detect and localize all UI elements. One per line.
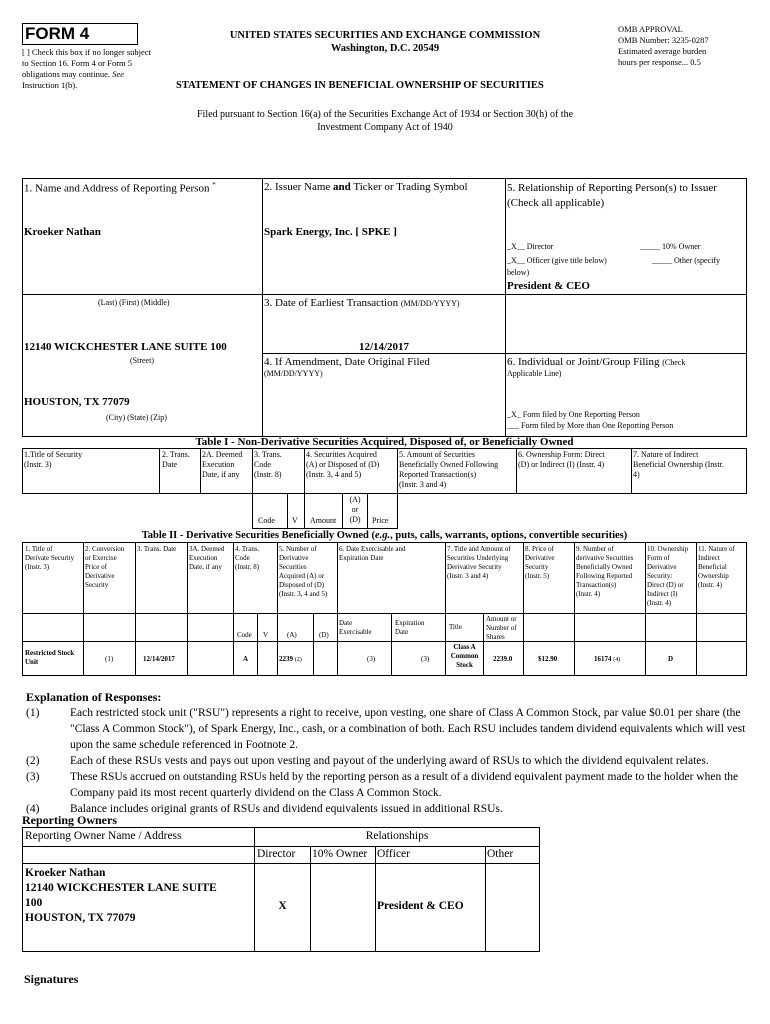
grid-divider xyxy=(375,846,376,951)
t2-row-und-amount: 2239.0 xyxy=(493,655,513,663)
explanation-heading: Explanation of Responses: xyxy=(26,690,162,704)
t2-row-conv: (1) xyxy=(105,655,114,663)
t2-s-exp: Expiration Date xyxy=(395,619,425,636)
t1-col2: 2. Trans. Date xyxy=(162,450,190,469)
box4-label: 4. If Amendment, Date Original Filed (MM/DD/YYYY) xyxy=(264,356,430,378)
omb-approval: OMB APPROVAL OMB Number: 3235-0287 Estimated average burden hours per response... 0.5 xyxy=(618,24,709,67)
city-caption: (City) (State) (Zip) xyxy=(106,413,167,422)
t2-s-v: V xyxy=(263,631,269,639)
owner-director-mark: X xyxy=(278,900,287,912)
explanation-number: (2) xyxy=(26,755,40,767)
owners-col-other: Other xyxy=(487,848,514,860)
t1-sub-amount: Amount xyxy=(310,516,337,525)
t2-row-date: 12/14/2017 xyxy=(143,655,175,663)
grid-divider xyxy=(252,448,253,529)
t2-h9: 9. Number of derivative Securities Beneficially Owned Following Reported Transaction(s) (Instr. 4) xyxy=(576,545,634,598)
t2-row-price: $12.90 xyxy=(538,655,558,663)
explanation-number: (4) xyxy=(26,803,40,815)
table2-title: Table II - Derivative Securities Beneficially Owned (e.g., puts, calls, warrants, options, convertible securities) xyxy=(141,530,628,541)
statement-title: STATEMENT OF CHANGES IN BENEFICIAL OWNERSHIP OF SECURITIES xyxy=(176,80,544,91)
officer-checkbox: _X__ Officer (give title below) xyxy=(507,256,607,265)
owners-table xyxy=(22,827,540,952)
table2 xyxy=(22,542,747,676)
t2-h7: 7. Title and Amount of Securities Underlying Derivative Security (Instr. 3 and 4) xyxy=(447,545,511,580)
filing-more-persons: ___ Form filed by More than One Reporting Person xyxy=(507,421,674,430)
grid-divider xyxy=(257,613,258,675)
t2-h6: 6. Date Exercisable and Expiration Date xyxy=(339,545,406,562)
grid-divider xyxy=(523,543,524,675)
t2-h4: 4. Trans. Code (Instr. 8) xyxy=(235,545,260,571)
t2-row-date-ex: (3) xyxy=(367,655,376,663)
t1-sub-code: Code xyxy=(258,516,275,525)
owners-col-name: Reporting Owner Name / Address xyxy=(25,830,182,842)
box6-label: 6. Individual or Joint/Group Filing (Check Applicable Line) xyxy=(507,356,686,378)
box5-label: 5. Relationship of Reporting Person(s) to Issuer (Check all applicable) xyxy=(507,182,717,209)
grid-divider xyxy=(367,494,368,529)
name-caption: (Last) (First) (Middle) xyxy=(98,298,170,307)
t1-sub-aord: (A) or (D) xyxy=(349,495,361,524)
explanation-text: Balance includes original grants of RSUs and dividend equivalents issued in additional RSUs. xyxy=(70,803,503,815)
owners-col-director: Director xyxy=(257,848,296,860)
explanation-text: Each restricted stock unit ("RSU") represents a right to receive, upon vesting, one share of Class A Common Stock, par value $0.01 per share (the "Class A Common Stock"), of Spark Energy, Inc., cash, or a combination of both. Each RSU includes tandem dividend equivalents which will vest upon the same schedule referenced in Footnote 2. xyxy=(70,707,746,751)
grid-divider xyxy=(23,846,539,847)
grid-divider xyxy=(631,448,632,494)
owners-col-officer: Officer xyxy=(377,848,410,860)
owners-col-ten: 10% Owner xyxy=(312,848,368,860)
t1-col7: 7. Nature of Indirect Beneficial Ownership (Instr. 4) xyxy=(633,450,724,479)
grid-divider xyxy=(287,494,288,529)
street-address: 12140 WICKCHESTER LANE SUITE 100 xyxy=(24,341,227,353)
t1-sub-v: V xyxy=(292,516,298,525)
explanation-item xyxy=(26,801,746,817)
t1-col5: 5. Amount of Securities Beneficially Owned Following Reported Transaction(s) (Instr. 3 and 4) xyxy=(399,450,499,489)
explanation-number: (3) xyxy=(26,771,40,783)
explanation-text: These RSUs accrued on outstanding RSUs held by the reporting person as a result of a dividend equivalent payment made to the holder when the Company paid its most recent quarterly dividend on the Class A Common Stock. xyxy=(70,771,739,799)
owners-heading: Reporting Owners xyxy=(22,813,117,827)
owner-officer-title: President & CEO xyxy=(377,900,464,912)
grid-divider xyxy=(397,448,398,529)
other-checkbox: _____ Other (specify xyxy=(652,256,720,265)
t1-col2a: 2A. Deemed Execution Date, if any xyxy=(202,450,243,479)
t2-row-title: Restricted Stock Unit xyxy=(25,649,75,666)
table1 xyxy=(22,448,747,529)
grid-divider xyxy=(516,448,517,494)
t2-row-exp: (3) xyxy=(421,655,430,663)
grid-divider xyxy=(337,543,338,675)
explanation-number: (1) xyxy=(26,707,40,719)
t2-row-form: D xyxy=(668,655,674,663)
city-state-zip: HOUSTON, TX 77079 xyxy=(24,396,130,408)
t2-row-a: 2239 (2) xyxy=(279,655,302,663)
t2-s-title: Title xyxy=(449,623,462,631)
box2-label: 2. Issuer Name and Ticker or Trading Symbol xyxy=(264,181,468,193)
explanation-item xyxy=(26,753,746,769)
t2-row-und-title: Class A Common Stock xyxy=(450,643,479,669)
reporting-person-name: Kroeker Nathan xyxy=(24,226,101,238)
earliest-transaction-date: 12/14/2017 xyxy=(358,341,410,353)
grid-divider xyxy=(696,543,697,675)
t2-row-owned: 16174 (4) xyxy=(594,655,621,663)
t2-row-code: A xyxy=(243,655,249,663)
t1-col4: 4. Securities Acquired (A) or Disposed of (D) (Instr. 3, 4 and 5) xyxy=(306,450,380,479)
t2-h2: 2. Conversion or Exercise Price of Derivative Security xyxy=(85,545,125,589)
t2-h11: 11. Nature of Indirect Beneficial Ownership (Instr. 4) xyxy=(698,545,735,589)
grid-divider xyxy=(262,178,263,437)
officer-title: President & CEO xyxy=(507,280,590,292)
explanation-text: Each of these RSUs vests and pays out upon vesting and payout of the underlying award of RSUs to which the dividend equivalent relates. xyxy=(70,755,709,767)
t1-col3: 3. Trans. Code (Instr. 8) xyxy=(254,450,282,479)
signatures-heading: Signatures xyxy=(24,972,79,986)
checkbox-note: [ ] Check this box if no longer subject to Section 16. Form 4 or Form 5 obligations may continue. See Instruction 1(b). xyxy=(22,47,151,90)
t2-s-date-ex: Date Exercisable xyxy=(339,619,372,636)
director-checkbox: _X__ Director xyxy=(507,242,554,251)
t2-s-code: Code xyxy=(237,631,252,639)
filing-one-person: _X_ Form filed by One Reporting Person xyxy=(507,410,640,419)
t1-col1: 1.Title of Security (Instr. 3) xyxy=(24,450,83,469)
grid-divider xyxy=(262,353,747,354)
street-caption: (Street) xyxy=(130,356,154,365)
grid-divider xyxy=(233,543,234,675)
t2-h1: 1. Title of Derivate Security (Instr. 3) xyxy=(25,545,75,571)
grid-divider xyxy=(391,613,392,675)
table1-title: Table I - Non-Derivative Securities Acquired, Disposed of, or Beneficially Owned xyxy=(195,436,574,448)
ten-percent-checkbox: _____ 10% Owner xyxy=(640,242,701,251)
grid-divider xyxy=(277,543,278,675)
grid-divider xyxy=(23,641,746,642)
grid-divider xyxy=(23,863,539,864)
t2-h10: 10. Ownership Form of Derivative Security: Direct (D) or Indirect (I) (Instr. 4) xyxy=(647,545,689,607)
owners-col-rel: Relationships xyxy=(365,830,429,842)
explanation-item xyxy=(26,705,746,753)
t2-s-amount: Amount or Number of Shares xyxy=(486,615,517,641)
t1-col6: 6. Ownership Form: Direct (D) or Indirect (I) (Instr. 4) xyxy=(518,450,605,469)
grid-divider xyxy=(200,448,201,494)
grid-divider xyxy=(574,543,575,675)
grid-divider xyxy=(159,448,160,494)
grid-divider xyxy=(23,613,746,614)
grid-divider xyxy=(483,613,484,675)
t2-h3a: 3A. Deemed Execution Date, if any xyxy=(189,545,225,571)
grid-divider xyxy=(304,448,305,529)
t2-h8: 8. Price of Derivative Security (Instr. 5) xyxy=(525,545,555,580)
grid-divider xyxy=(310,846,311,951)
explanation-list xyxy=(26,705,746,817)
t2-s-a: (A) xyxy=(287,631,297,639)
grid-divider xyxy=(645,543,646,675)
below-text: below) xyxy=(507,268,530,277)
issuer-name: Spark Energy, Inc. [ SPKE ] xyxy=(264,226,397,238)
grid-divider xyxy=(505,178,506,437)
grid-divider xyxy=(83,543,84,675)
explanation-item xyxy=(26,769,746,801)
filed-pursuant: Filed pursuant to Section 16(a) of the Securities Exchange Act of 1934 or Section 30(h) of the Investment Company Act of 1940 xyxy=(196,109,574,133)
owner-name-address: Kroeker Nathan 12140 WICKCHESTER LANE SUITE 100 HOUSTON, TX 77079 xyxy=(25,867,217,924)
grid-divider xyxy=(485,846,486,951)
grid-divider xyxy=(22,294,747,295)
t2-h3: 3. Trans. Date xyxy=(137,545,177,553)
agency-title: UNITED STATES SECURITIES AND EXCHANGE COMMISSION Washington, D.C. 20549 xyxy=(229,30,541,54)
box1-label: 1. Name and Address of Reporting Person * xyxy=(24,181,216,195)
box3-label: 3. Date of Earliest Transaction (MM/DD/YYYY) xyxy=(264,297,460,309)
t1-sub-price: Price xyxy=(372,516,389,525)
form-title-box xyxy=(22,23,138,45)
form-title: FORM 4 xyxy=(25,24,90,43)
grid-divider xyxy=(135,543,136,675)
grid-divider xyxy=(187,543,188,675)
grid-divider xyxy=(252,528,398,529)
grid-divider xyxy=(313,613,314,675)
t2-h5: 5. Number of Derivative Securities Acquired (A) or Disposed of (D) (Instr. 3, 4 and 5) xyxy=(279,545,328,598)
t2-s-d: (D) xyxy=(319,631,329,639)
